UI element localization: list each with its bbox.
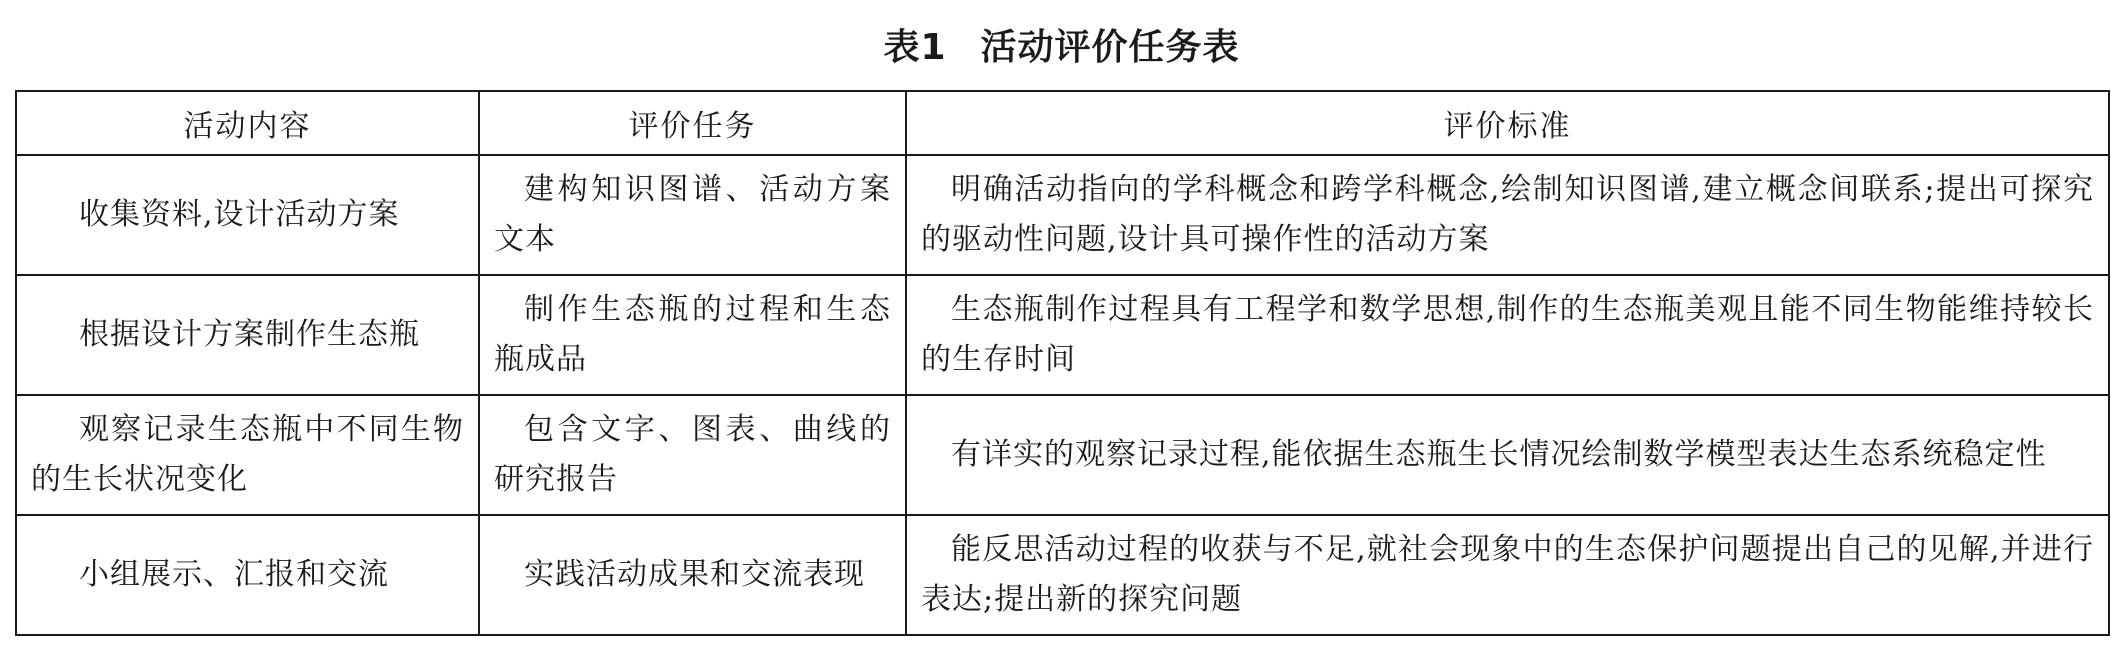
cell-text: 能反思活动过程的收获与不足,就社会现象中的生态保护问题提出自己的见解,并进行表达;提出新的探究问题 xyxy=(921,532,2094,617)
criteria-cell xyxy=(906,155,2109,275)
cell-text: 有详实的观察记录过程,能依据生态瓶生长情况绘制数学模型表达生态系统稳定性 xyxy=(951,437,2047,472)
header-evaluation-task: 评价任务 xyxy=(479,91,906,155)
cell-text: 建构知识图谱、活动方案文本 xyxy=(494,172,891,257)
table-row xyxy=(16,275,2109,395)
table-number: 表1 xyxy=(883,27,947,68)
cell-text: 实践活动成果和交流表现 xyxy=(524,557,865,592)
task-cell xyxy=(479,275,906,395)
task-cell xyxy=(479,155,906,275)
header-activity-content: 活动内容 xyxy=(16,91,479,155)
table-row xyxy=(16,395,2109,515)
criteria-cell xyxy=(906,515,2109,635)
task-cell xyxy=(479,395,906,515)
criteria-cell xyxy=(906,395,2109,515)
table-row xyxy=(16,155,2109,275)
cell-text: 明确活动指向的学科概念和跨学科概念,绘制知识图谱,建立概念间联系;提出可探究的驱动性问题,设计具可操作性的活动方案 xyxy=(921,172,2094,257)
cell-text: 包含文字、图表、曲线的研究报告 xyxy=(494,412,891,497)
table-title: 活动评价任务表 xyxy=(980,27,1240,68)
evaluation-table xyxy=(15,90,2110,636)
cell-text: 制作生态瓶的过程和生态瓶成品 xyxy=(494,292,891,377)
criteria-cell xyxy=(906,275,2109,395)
activity-cell xyxy=(16,155,479,275)
table-row xyxy=(16,515,2109,635)
activity-cell xyxy=(16,275,479,395)
activity-cell xyxy=(16,515,479,635)
activity-cell xyxy=(16,395,479,515)
cell-text: 根据设计方案制作生态瓶 xyxy=(79,317,420,352)
cell-text: 生态瓶制作过程具有工程学和数学思想,制作的生态瓶美观且能不同生物能维持较长的生存时间 xyxy=(921,292,2094,377)
table-caption xyxy=(0,18,2123,78)
task-cell xyxy=(479,515,906,635)
cell-text: 收集资料,设计活动方案 xyxy=(79,197,400,232)
header-row xyxy=(16,91,2109,155)
cell-text: 观察记录生态瓶中不同生物的生长状况变化 xyxy=(31,412,464,497)
cell-text: 小组展示、汇报和交流 xyxy=(79,557,389,592)
header-evaluation-criteria: 评价标准 xyxy=(906,91,2109,155)
